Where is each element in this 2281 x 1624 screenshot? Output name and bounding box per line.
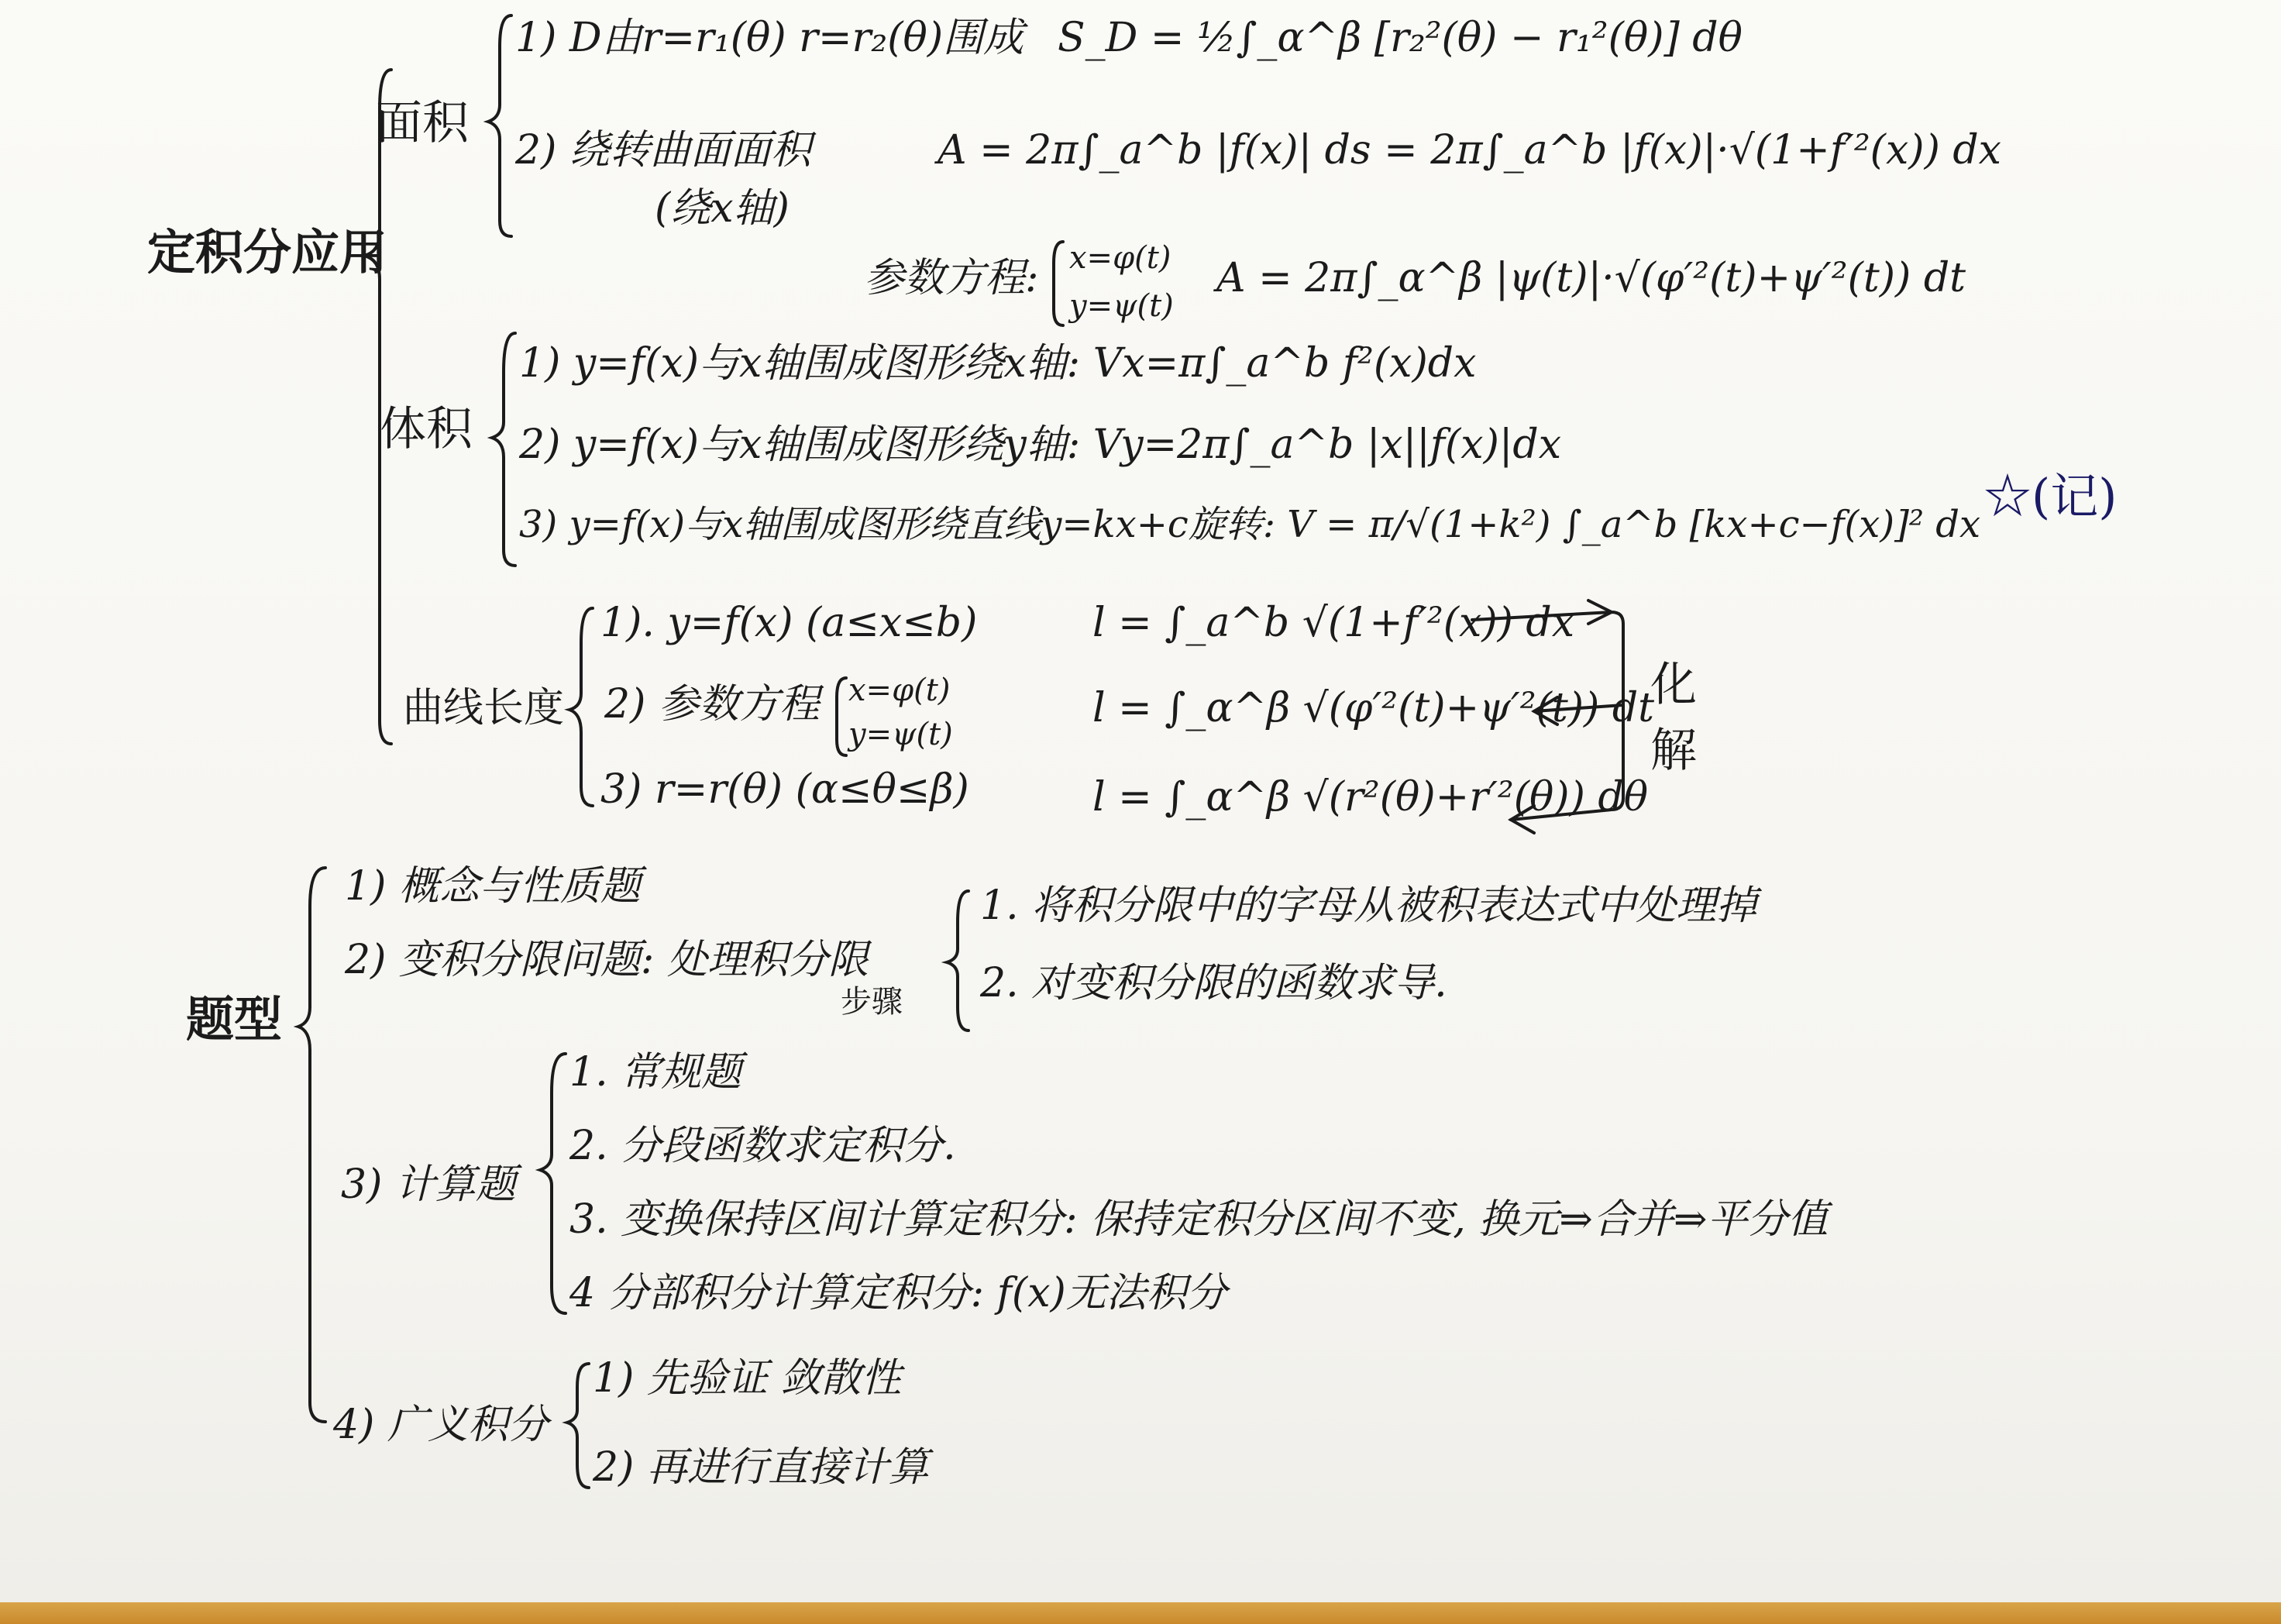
type-item-1: 1) 概念与性质题 <box>345 863 641 910</box>
type-step-2: 2. 对变积分限的函数求导. <box>980 960 1447 1006</box>
area-brace <box>488 15 511 236</box>
volume-item-1: 1) y=f(x)与x轴围成图形绕x轴: Vx=π∫_a^b f²(x)dx <box>519 340 1477 387</box>
area-item-1: 1) D由r=r₁(θ) r=r₂(θ)围成 <box>515 15 1024 61</box>
curve-item-1: 1). y=f(x) (a≤x≤b) <box>600 600 978 646</box>
type-step-1: 1. 将积分限中的字母从被积表达式中处理掉 <box>980 883 1757 929</box>
type-item-4: 4) 广义积分 <box>333 1402 549 1448</box>
calc-item-3: 3. 变换保持区间计算定积分: 保持定积分区间不变, 换元⇒合并⇒平分值 <box>569 1196 1829 1243</box>
curve-brace <box>569 608 593 806</box>
param-x: x=φ(t) <box>1069 240 1171 276</box>
root2-brace <box>298 868 325 1422</box>
area-item-2-sub: (绕x轴) <box>655 185 790 232</box>
param-y: y=ψ(t) <box>1069 288 1174 324</box>
area-label: 面积 <box>376 96 469 150</box>
improper-brace <box>567 1364 589 1488</box>
calc-item-2: 2. 分段函数求定积分. <box>569 1123 956 1169</box>
volume-item-3: 3) y=f(x)与x轴围成图形绕直线y=kx+c旋转: V = π/√(1+k²) ∫_a^b [kx+c−f(x)]² dx <box>519 503 1981 546</box>
root-problem-types: 题型 <box>186 991 283 1048</box>
curve-param-x: x=φ(t) <box>848 673 951 708</box>
volume-item-2: 2) y=f(x)与x轴围成图形绕y轴: Vy=2π∫_a^b |x||f(x)|dx <box>519 421 1562 468</box>
curve-formula-2: l = ∫_α^β √(φ′²(t)+ψ′²(t)) dt <box>1092 685 1655 731</box>
type-item-2-steps: 步骤 <box>841 984 903 1020</box>
side-note-jie: 解 <box>1650 724 1697 778</box>
param-brace <box>1054 242 1063 325</box>
steps-brace <box>947 891 968 1030</box>
area-item-2: 2) 绕转曲面面积 <box>515 127 811 174</box>
root-definite-integral-applications: 定积分应用 <box>147 224 388 280</box>
area-formula-2: A = 2π∫_a^b |f(x)| ds = 2π∫_a^b |f(x)|·√(1+f′²(x)) dx <box>938 127 2001 174</box>
curve-item-3: 3) r=r(θ) (α≤θ≤β) <box>600 766 969 813</box>
type-item-2: 2) 变积分限问题: 处理积分限 <box>345 937 869 983</box>
curve-formula-1: l = ∫_a^b √(1+f′²(x)) dx <box>1092 600 1575 646</box>
side-note-hua: 化 <box>1650 658 1697 712</box>
volume-brace <box>492 333 515 566</box>
calc-item-4: 4 分部积分计算定积分: f(x)无法积分 <box>569 1270 1227 1316</box>
volume-label: 体积 <box>380 402 473 456</box>
curve-formula-3: l = ∫_α^β √(r²(θ)+r′²(θ)) dθ <box>1092 774 1649 821</box>
param-formula: A = 2π∫_α^β |ψ(t)|·√(φ′²(t)+ψ′²(t)) dt <box>1216 255 1966 301</box>
area-formula-1: S_D = ½∫_α^β [r₂²(θ) − r₁²(θ)] dθ <box>1058 15 1743 61</box>
curve-item-2: 2) 参数方程 <box>604 681 820 728</box>
curve-length-label: 曲线长度 <box>403 685 565 731</box>
curve-param-brace <box>837 678 846 755</box>
calc-item-1: 1. 常规题 <box>569 1049 742 1096</box>
param-label: 参数方程: <box>864 255 1039 301</box>
improper-item-1: 1) 先验证 敛散性 <box>593 1355 902 1402</box>
curve-param-y: y=ψ(t) <box>848 717 953 752</box>
type-item-3: 3) 计算题 <box>341 1161 516 1208</box>
calc-brace <box>540 1054 566 1313</box>
star-remember-mark: ☆(记) <box>1983 468 2118 525</box>
improper-item-2: 2) 再进行直接计算 <box>593 1444 929 1491</box>
